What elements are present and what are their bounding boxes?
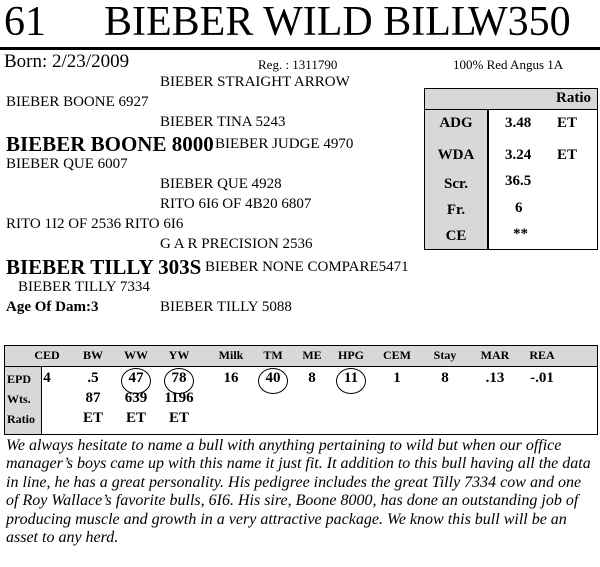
epd-table <box>4 345 598 435</box>
epd-header-ced: CED <box>34 348 60 362</box>
epd-circle-tm <box>258 368 288 394</box>
epd-epd-ced: 4 <box>43 370 51 386</box>
pedigree-dam-dam-dam: BIEBER TILLY 5088 <box>160 299 292 315</box>
lot-header <box>0 0 600 50</box>
epd-header-ww: WW <box>124 348 148 362</box>
epd-row-label-wts: Wts. <box>7 392 31 406</box>
epd-ratio-yw: ET <box>168 410 189 426</box>
epd-wts-bw: 87 <box>85 390 101 406</box>
pedigree-sire-dam-dam: BIEBER QUE 4928 <box>160 176 282 192</box>
age-of-dam: Age Of Dam:3 <box>6 299 99 315</box>
epd-wts-ww: 639 <box>124 390 148 406</box>
epd-epd-ww: 47 <box>128 370 144 386</box>
registration-number: Reg. : 1311790 <box>258 57 338 72</box>
pedigree-sire-dam: BIEBER QUE 6007 <box>6 156 128 172</box>
epd-header-me: ME <box>302 348 322 362</box>
epd-circle-ww <box>121 368 151 394</box>
epd-epd-tm: 40 <box>265 370 281 386</box>
pedigree-dam-sire-sire: RITO 6I6 OF 4B20 6807 <box>160 196 312 212</box>
pedigree-sire-sire-dam: BIEBER TINA 5243 <box>160 114 286 130</box>
ratio-header-label: Ratio <box>556 90 591 106</box>
pedigree-sire: BIEBER BOONE 8000 <box>6 132 214 156</box>
ratio-value-scr: 36.5 <box>505 173 532 189</box>
epd-header-mar: MAR <box>480 348 510 362</box>
epd-ratio-ww: ET <box>125 410 146 426</box>
ratio-header <box>425 89 597 110</box>
epd-epd-rea: -.01 <box>530 370 554 386</box>
epd-epd-cem: 1 <box>393 370 401 386</box>
epd-header-hpg: HPG <box>338 348 364 362</box>
epd-circle-yw <box>164 368 194 394</box>
epd-row-label-ratio: Ratio <box>7 412 35 426</box>
epd-header-stay: Stay <box>433 348 457 362</box>
pedigree-dam-dam: BIEBER TILLY 7334 <box>18 279 150 295</box>
ratio-et-adg: ET <box>557 115 578 131</box>
pedigree-dam: BIEBER TILLY 303S <box>6 255 202 279</box>
epd-epd-mar: .13 <box>485 370 505 386</box>
pedigree-dam-sire-dam: G A R PRECISION 2536 <box>160 236 313 252</box>
epd-epd-hpg: 11 <box>343 370 359 386</box>
epd-wts-yw: 1196 <box>164 390 194 406</box>
pedigree-sire-sire: BIEBER BOONE 6927 <box>6 94 149 110</box>
epd-ratio-bw: ET <box>82 410 103 426</box>
epd-header-cem: CEM <box>383 348 411 362</box>
epd-header-bw: BW <box>82 348 103 362</box>
lot-number: 61 <box>4 0 46 45</box>
breed-percentage: 100% Red Angus 1A <box>453 57 564 72</box>
epd-header-milk: Milk <box>218 348 244 362</box>
epd-header-yw: YW <box>168 348 190 362</box>
ratio-label-scr: Scr. <box>425 174 487 196</box>
epd-row-label-epd: EPD <box>7 372 31 386</box>
pedigree-dam-sire: RITO 1I2 OF 2536 RITO 6I6 <box>6 216 184 232</box>
ratio-divider <box>487 110 489 249</box>
pedigree-sire-sire-sire: BIEBER STRAIGHT ARROW <box>160 74 350 90</box>
ratio-value-fr: 6 <box>515 200 523 216</box>
birth-date: Born: 2/23/2009 <box>4 51 130 72</box>
pedigree-dam-dam-sire: BIEBER NONE COMPARE5471 <box>205 259 409 275</box>
epd-epd-yw: 78 <box>171 370 187 386</box>
bull-description: We always hesitate to name a bull with anything pertaining to wild but when our office manager’s boys came up with this name it just fit. It addition to this bull having all the data in line, he has a great personality. His pedigree includes the great Tilly 7334 cow and one of Roy Wallace’s favorite bulls, 6I6. His sire, Boone 8000, has done an outstanding job of producing muscle and growth in a very attractive package. We know this bull will be an asset to any herd. <box>6 437 591 547</box>
epd-header-tm: TM <box>263 348 283 362</box>
ratio-label-adg: ADG <box>425 110 487 136</box>
ratio-value-ce: ** <box>513 226 528 242</box>
ratio-et-wda: ET <box>557 147 578 163</box>
epd-circle-hpg <box>336 368 366 394</box>
ratio-label-fr: Fr. <box>425 196 487 224</box>
ratio-label-ce: CE <box>425 224 487 249</box>
epd-epd-bw: .5 <box>87 370 99 386</box>
ratio-box <box>424 88 598 250</box>
epd-epd-me: 8 <box>308 370 316 386</box>
pedigree-sire-dam-sire: BIEBER JUDGE 4970 <box>215 136 354 152</box>
epd-epd-stay: 8 <box>441 370 449 386</box>
tag-number: W350 <box>468 0 571 45</box>
epd-epd-milk: 16 <box>223 370 239 386</box>
ratio-value-wda: 3.24 <box>505 147 532 163</box>
epd-header-rea: REA <box>529 348 555 362</box>
bull-name: BIEBER WILD BILL <box>104 0 477 45</box>
ratio-label-wda: WDA <box>425 136 487 174</box>
ratio-value-adg: 3.48 <box>505 115 532 131</box>
